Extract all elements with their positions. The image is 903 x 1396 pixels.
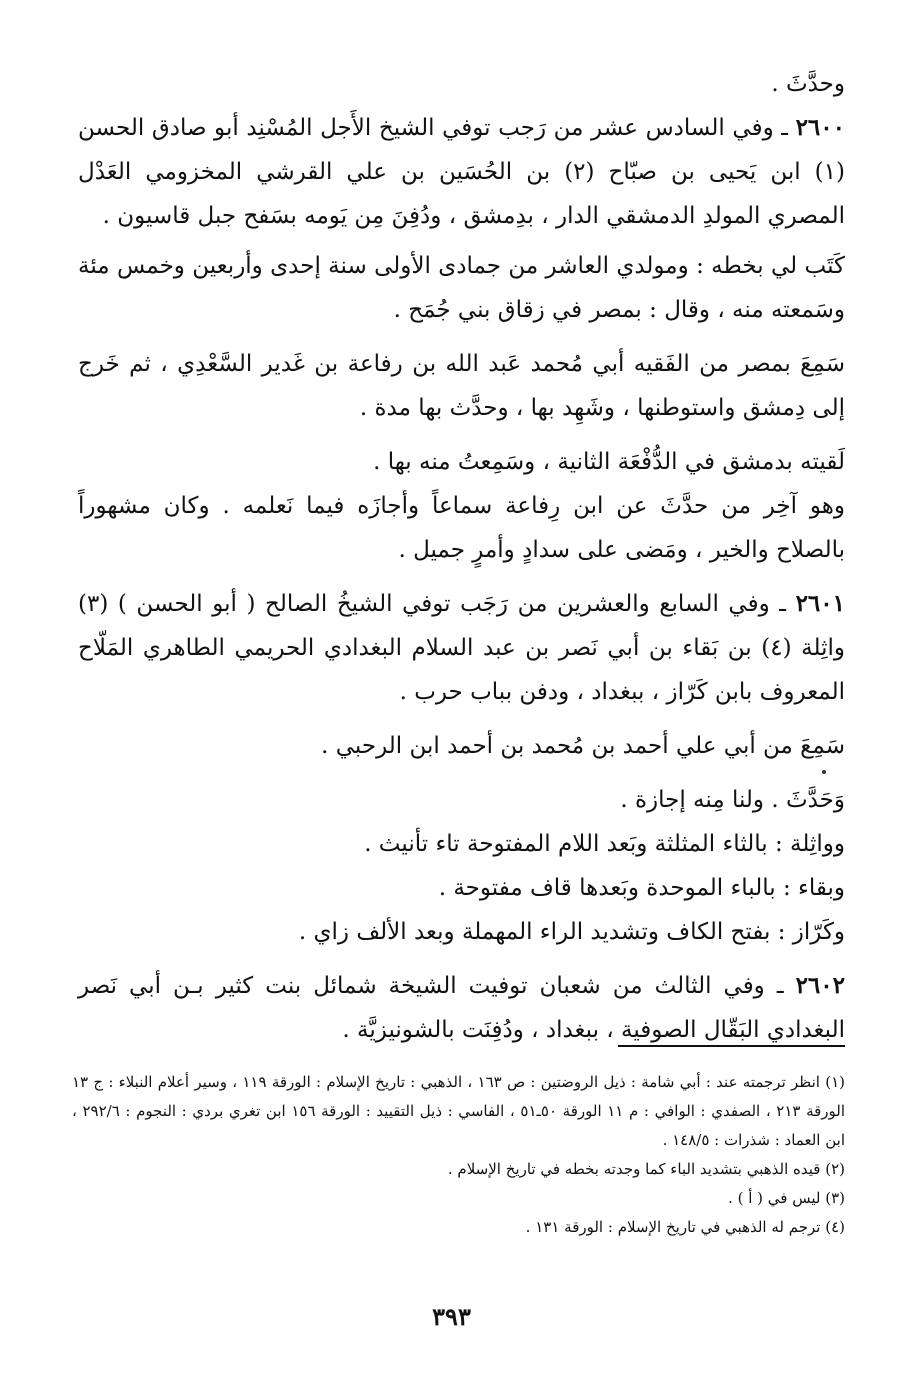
entry-number: ٢٦٠٠: [795, 114, 845, 141]
entry-number: ٢٦٠٢: [795, 972, 845, 999]
entry-text: ـ وفي السادس عشر من رَجب توفي الشيخ الأَجل المُسْنِد أبو صادق الحسن (١) ابن يَحيى بن صبّاح (٢) بن الحُسَين بن علي القرشي المخزومي العَدْل المصري المولدِ الدمشقي الدار ، بدِمشق ، ودُفِنَ مِن يَومه بسَفح جبل قاسيون .: [78, 115, 845, 229]
paragraph: وواثِلة : بالثاء المثلثة وبَعد اللام المفتوحة تاء تأنيث .: [364, 831, 845, 857]
footnote-1: (١) انظر ترجمته عند : أبي شامة : ذيل الروضتين : ص ١٦٣ ، الذهبي : تاريخ الإسلام : الورقة ١١٩ ، وسير أعلام النبلاء : ج ١٣ الورقة ٢١٣ ، الصفدي : الوافي : م ١١ الورقة ٥٠ـ٥١ ، الفاسي : ذيل التقييد : الورقة ١٥٦ ابن تغري بردي : النجوم : ٢٩٢/٦ ، ابن العماد : شذرات : ١٤٨/٥ .: [72, 1073, 846, 1149]
footnote-4: (٤) ترجم له الذهبي في تاريخ الإسلام : الورقة ١٣١ .: [525, 1218, 845, 1236]
continuation-line: وحدَّثَ .: [771, 71, 845, 97]
entry-2601: [78, 582, 845, 714]
footnote-divider: [618, 1045, 845, 1047]
footnote-2: (٢) قيده الذهبي بتشديد الباء كما وجدته بخطه في تاريخ الإسلام .: [447, 1160, 845, 1178]
entry-2600: [78, 106, 845, 238]
paragraph: سَمِعَ من أبي علي أحمد بن مُحمد بن أحمد ابن الرحبي .: [321, 733, 845, 759]
paragraph: لَقيته بدمشق في الدُّفْعَة الثانية ، وسَمِعتُ منه بها .: [373, 449, 845, 475]
entry-number: ٢٦٠١: [795, 590, 845, 617]
paragraph: وهو آخِر من حدَّثَ عن ابن رِفاعة سماعاً وأجازَه فيما نَعلمه . وكان مشهوراً بالصلاح والخير ، ومَضى على سدادٍ وأمرٍ جميل .: [78, 493, 845, 563]
entry-text: ـ وفي الثالث من شعبان توفيت الشيخة شمائل بنت كثير بـن أبي نَصر البغدادي البَقّال الصوفية ، ببغداد ، ودُفِنَت بالشونيزيَّة .: [78, 973, 845, 1043]
paragraph: وبقاء : بالباء الموحدة وبَعدها قاف مفتوحة .: [438, 875, 845, 901]
entry-text: ـ وفي السابع والعشرين من رَجَب توفي الشيخُ الصالح ( أبو الحسن ) (٣) واثِلة (٤) بن بَقاء بن أبي نَصر بن عبد السلام البغدادي الحريمي الطاهري المَلّاح المعروف بابن كَرّاز ، ببغداد ، ودفن بباب حرب .: [78, 591, 845, 705]
entry-2602: [78, 964, 845, 1052]
paragraph: كَتَب لي بخطه : ومولدي العاشر من جمادى الأولى سنة إحدى وأربعين وخمس مئة وسَمعته منه ، وقال : بمصر في زقاق بني جُمَح .: [78, 253, 845, 323]
main-text: [78, 62, 845, 1052]
paragraph: وَحَدَّثَ . ولنا مِنه إجازة .: [620, 787, 845, 813]
paragraph: سَمِعَ بمصر من الفَقيه أبي مُحمد عَبد الله بن رفاعة بن غَدير السَّعْدِي ، ثم خَرج إلى دِمشق واستوطنها ، وشَهِد بها ، وحدَّث بها مدة .: [78, 351, 845, 421]
footnotes: [72, 1068, 845, 1242]
footnote-3: (٣) ليس في ( أ ) .: [728, 1189, 845, 1207]
stray-dot: [822, 770, 826, 774]
page-number: ٣٩٣: [432, 1302, 471, 1331]
paragraph: وكَرّاز : بفتح الكاف وتشديد الراء المهملة وبعد الألف زاي .: [298, 919, 845, 945]
